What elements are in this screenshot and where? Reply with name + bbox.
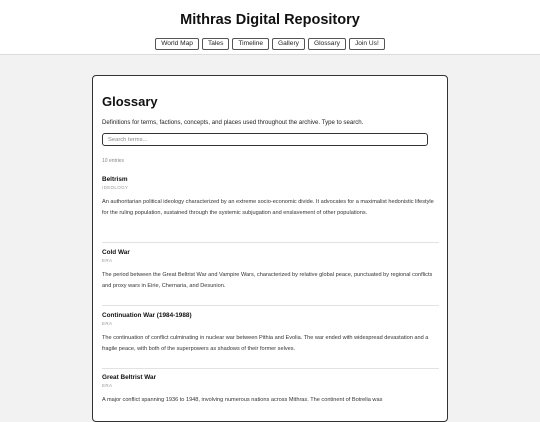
entry-title: Continuation War (1984-1988) — [102, 312, 192, 319]
nav-tales[interactable]: Tales — [202, 38, 229, 50]
nav-timeline[interactable]: Timeline — [232, 38, 269, 50]
divider — [102, 242, 439, 243]
entry-tag: ERA — [102, 258, 113, 263]
entry-tag: IDEOLOGY — [102, 185, 129, 190]
site-header — [0, 0, 540, 55]
entry-description: A major conflict spanning 1936 to 1948, involving numerous nations across Mithras. The continent of Botrelia was — [102, 397, 383, 403]
entry-tag: ERA — [102, 321, 113, 326]
glossary-card — [92, 75, 448, 422]
entry-count: 10 entries — [102, 158, 124, 164]
entry-description: The period between the Great Beltrist War and Vampire Wars, characterized by relative global peace, punctuated by regional conflicts and proxy wars in Eirie, Chernaria, and Desunion. — [102, 272, 433, 289]
divider — [102, 305, 439, 306]
page-title: Glossary — [102, 94, 158, 109]
search-input[interactable] — [102, 133, 428, 146]
entry-title: Cold War — [102, 249, 130, 256]
main-nav — [0, 38, 540, 50]
nav-world-map[interactable]: World Map — [155, 38, 199, 50]
site-title: Mithras Digital Repository — [180, 12, 360, 28]
entry-description: An authoritarian political ideology characterized by an extreme socio-economic divide. It advocates for a maximalist hedonistic lifestyle for the ruling population, sustained through the systemic subjugation and enslavement of other populations. — [102, 199, 434, 216]
entry-title: Beltrism — [102, 176, 128, 183]
divider — [102, 368, 439, 369]
nav-glossary[interactable]: Glossary — [308, 38, 346, 50]
nav-gallery[interactable]: Gallery — [272, 38, 305, 50]
entry-title: Great Beltrist War — [102, 374, 157, 381]
page-intro: Definitions for terms, factions, concepts, and places used throughout the archive. Type to search. — [102, 119, 364, 126]
nav-join-us[interactable]: Join Us! — [349, 38, 385, 50]
entry-description: The continuation of conflict culminating in nuclear war between Pithia and Evolia. The war ended with widespread devastation and a fragile peace, with both of the superpowers as shadows of their former selves. — [102, 335, 429, 352]
entry-tag: ERA — [102, 383, 113, 388]
